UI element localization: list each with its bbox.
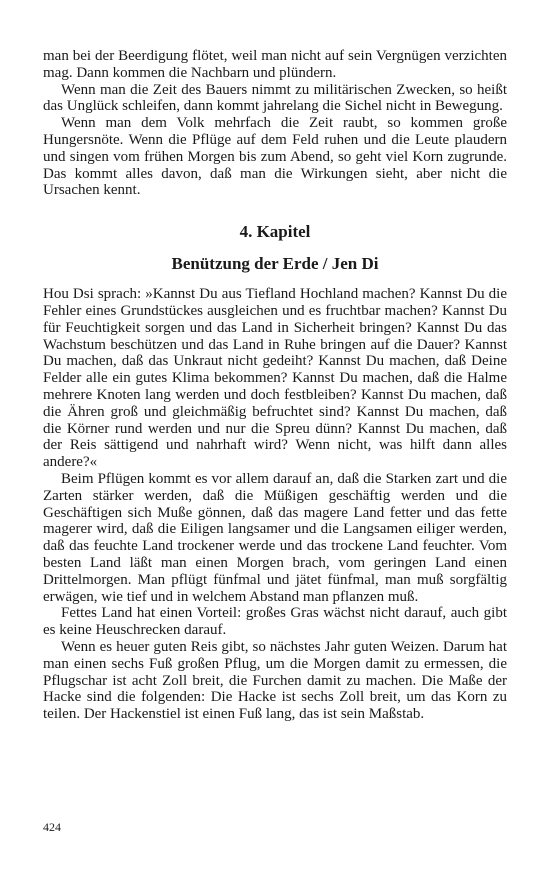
paragraph: Beim Pflügen kommt es vor allem darauf an, daß die Starken zart und die Zarten stärker werden, daß die Müßigen geschäftig werden und die Geschäftigen sich Muße gönnen, daß das magere Land fetter und das fette magerer wird, daß die Eiligen langsamer und die Langsamen eiliger werden, daß das feuchte Land trockener werde und das trockene Land feuchter. Vom besten Land läßt man einen Morgen brach, vom geringen Land einen Drittelmorgen. Man pflügt fünfmal und jätet fünfmal, man muß sorgfältig erwägen, wie tief und in welchem Abstand man pflanzen muß. — [43, 470, 507, 605]
paragraph-first: Hou Dsi sprach: »Kannst Du aus Tiefland Hochland machen? Kannst Du die Fehler eines Grundstückes ausgleichen und es fruchtbar machen? Kannst Du für Feuchtigkeit sorgen und das Land in Sicherheit bringen? Kannst Du das Wachstum beschützen und das Land in Ruhe bringen auf die Dauer? Kannst Du machen, daß das Unkraut nicht gedeiht? Kannst Du machen, daß Deine Felder alle ein gutes Klima bekommen? Kannst Du machen, daß die Halme mehrere Knoten lang werden und doch festbleiben? Kannst Du machen, daß die Ähren groß und gleichmäßig befruchtet sind? Kannst Du machen, daß die Körner rund werden und nur die Spreu dünn? Kannst Du machen, daß der Reis sättigend und nahrhaft wird? Wenn nicht, was hilft dann alles andere?« — [43, 286, 507, 471]
paragraph-continuation: man bei der Beerdigung flötet, weil man nicht auf sein Vergnügen verzichten mag. Dann kommen die Nachbarn und plündern. — [43, 48, 507, 81]
chapter-title: 4. Kapitel — [239, 222, 311, 242]
page-number: 424 — [43, 820, 61, 834]
paragraph: Wenn es heuer guten Reis gibt, so nächstes Jahr guten Weizen. Darum hat man einen sechs Fuß großen Pflug, um die Morgen damit zu ermessen, die Pflugschar ist acht Zoll breit, die Furchen damit zu machen. Die Maße der Hacke sind die folgenden: Die Hacke ist sechs Zoll breit, um das Korn zu teilen. Der Hackenstiel ist einen Fuß lang, das ist sein Maßstab. — [43, 638, 507, 723]
paragraph: Fettes Land hat einen Vorteil: großes Gras wächst nicht darauf, auch gibt es keine Heuschrecken darauf. — [43, 605, 507, 639]
book-page — [43, 48, 507, 723]
paragraph: Wenn man die Zeit des Bauers nimmt zu militärischen Zwecken, so heißt das Unglück schleifen, dann kommt jahrelang die Sichel nicht in Bewegung. — [43, 81, 507, 115]
paragraph: Wenn man dem Volk mehrfach die Zeit raubt, so kommen große Hungersnöte. Wenn die Pflüge auf dem Feld ruhen und die Leute plaudern und singen vom frühen Morgen bis zum Abend, so geht viel Korn zugrunde. Das kommt alles davon, daß man die Wirkungen sieht, aber nicht die Ursachen kennt. — [43, 115, 507, 199]
chapter-subtitle: Benützung der Erde / Jen Di — [171, 254, 379, 274]
